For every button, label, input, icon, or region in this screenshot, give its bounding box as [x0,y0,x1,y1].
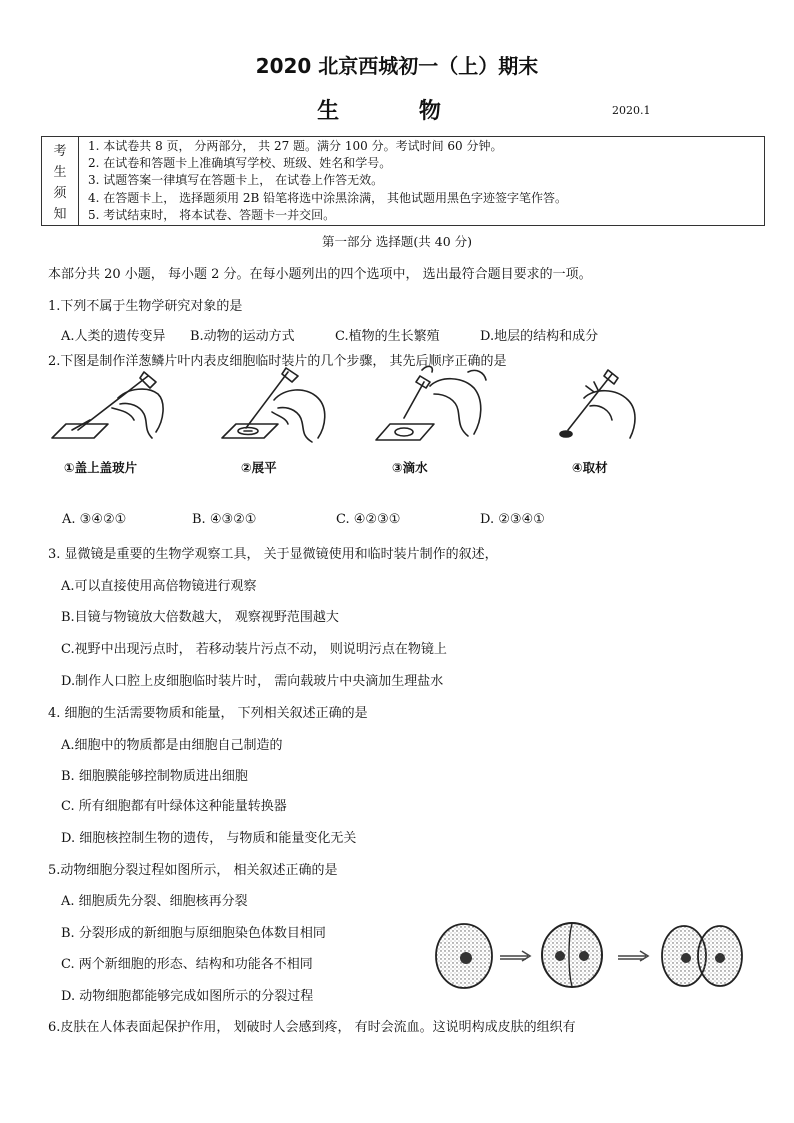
section-intro: 本部分共 20 小题， 每小题 2 分。在每小题列出的四个选项中， 选出最符合题目要求的一项。 [48,267,592,282]
question-4-option-b: B. 细胞膜能够控制物质进出细胞 [61,769,248,784]
question-4-stem: 4. 细胞的生活需要物质和能量， 下列相关叙述正确的是 [48,706,368,721]
question-1-option-c: C.植物的生长繁殖 [335,329,440,344]
question-3-stem: 3. 显微镜是重要的生物学观察工具， 关于显微镜使用和临时装片制作的叙述， [48,547,498,562]
arrow-icon [618,951,648,961]
question-1-option-b: B.动物的运动方式 [190,329,295,344]
question-3-option-a: A.可以直接使用高倍物镜进行观察 [61,579,257,594]
question-2-option-c: C. ④②③① [336,512,401,527]
question-1-option-d: D.地层的结构和成分 [480,329,599,344]
notice-label-char: 生 [53,165,67,180]
step-drip-water-figure [372,362,492,448]
question-6-stem: 6.皮肤在人体表面起保护作用， 划破时人会感到疼， 有时会流血。这说明构成皮肤的组织有 [48,1020,576,1035]
question-2-option-a: A. ③④②① [62,512,127,527]
arrow-icon [500,951,530,961]
question-2-stem: 2.下图是制作洋葱鳞片叶内表皮细胞临时装片的几个步骤， 其先后顺序正确的是 [48,354,507,369]
caption-take-material: ④取材 [572,460,608,475]
step-flatten-figure [218,364,338,448]
question-3-option-b: B.目镜与物镜放大倍数越大， 观察视野范围越大 [61,610,339,625]
cell-dividing [542,923,602,987]
cell-division-figure [428,918,746,994]
question-4-option-a: A.细胞中的物质都是由细胞自己制造的 [61,738,283,753]
caption-cover-slip: ①盖上盖玻片 [64,460,138,475]
step-take-material-figure [554,368,650,444]
section-title: 第一部分 选择题(共 40 分) [321,234,473,249]
notice-item: 2. 在试卷和答题卡上准确填写学校、班级、姓名和学号。 [88,156,392,171]
notice-label-char: 须 [53,186,67,201]
question-4-option-d: D. 细胞核控制生物的遗传， 与物质和能量变化无关 [61,831,357,846]
caption-flatten: ②展平 [241,460,277,475]
question-3-option-c: C.视野中出现污点时， 若移动装片污点不动， 则说明污点在物镜上 [61,642,447,657]
question-4-option-c: C. 所有细胞都有叶绿体这种能量转换器 [61,799,287,814]
step-cover-slip-figure [48,368,168,448]
notice-item: 3. 试题答案一律填写在答题卡上， 在试卷上作答无效。 [88,173,384,188]
subject-title: 生 物 [317,99,477,124]
question-5-option-d: D. 动物细胞都能够完成如图所示的分裂过程 [61,989,314,1004]
question-3-option-d: D.制作人口腔上皮细胞临时装片时， 需向载玻片中央滴加生理盐水 [61,674,444,689]
question-2-option-b: B. ④③②① [192,512,257,527]
exam-notice-box [41,136,765,226]
exam-title: 2020 北京西城初一（上）期末 [255,54,539,78]
notice-label-char: 知 [53,207,67,222]
notice-items [88,137,760,224]
question-5-option-c: C. 两个新细胞的形态、结构和功能各不相同 [61,957,313,972]
question-1-option-a: A.人类的遗传变异 [61,329,166,344]
notice-label [42,137,79,225]
question-5-option-a: A. 细胞质先分裂、细胞核再分裂 [61,894,248,909]
notice-item: 1. 本试卷共 8 页， 分两部分， 共 27 题。满分 100 分。考试时间 60 分钟。 [88,139,503,153]
question-5-stem: 5.动物细胞分裂过程如图所示， 相关叙述正确的是 [48,863,338,878]
notice-item: 4. 在答题卡上， 选择题须用 2B 铅笔将选中涂黑涂满， 其他试题用黑色字迹签字笔作答。 [88,190,567,205]
cell-daughters [662,926,742,986]
question-5-option-b: B. 分裂形成的新细胞与原细胞染色体数目相同 [61,926,326,941]
question-2-option-d: D. ②③④① [480,512,545,527]
notice-label-char: 考 [53,144,67,159]
question-1-stem: 1.下列不属于生物学研究对象的是 [48,299,243,314]
notice-item: 5. 考试结束时， 将本试卷、答题卡一并交回。 [88,207,336,222]
caption-drip-water: ③滴水 [392,460,428,475]
exam-date: 2020.1 [612,104,651,117]
cell-original [436,924,492,988]
